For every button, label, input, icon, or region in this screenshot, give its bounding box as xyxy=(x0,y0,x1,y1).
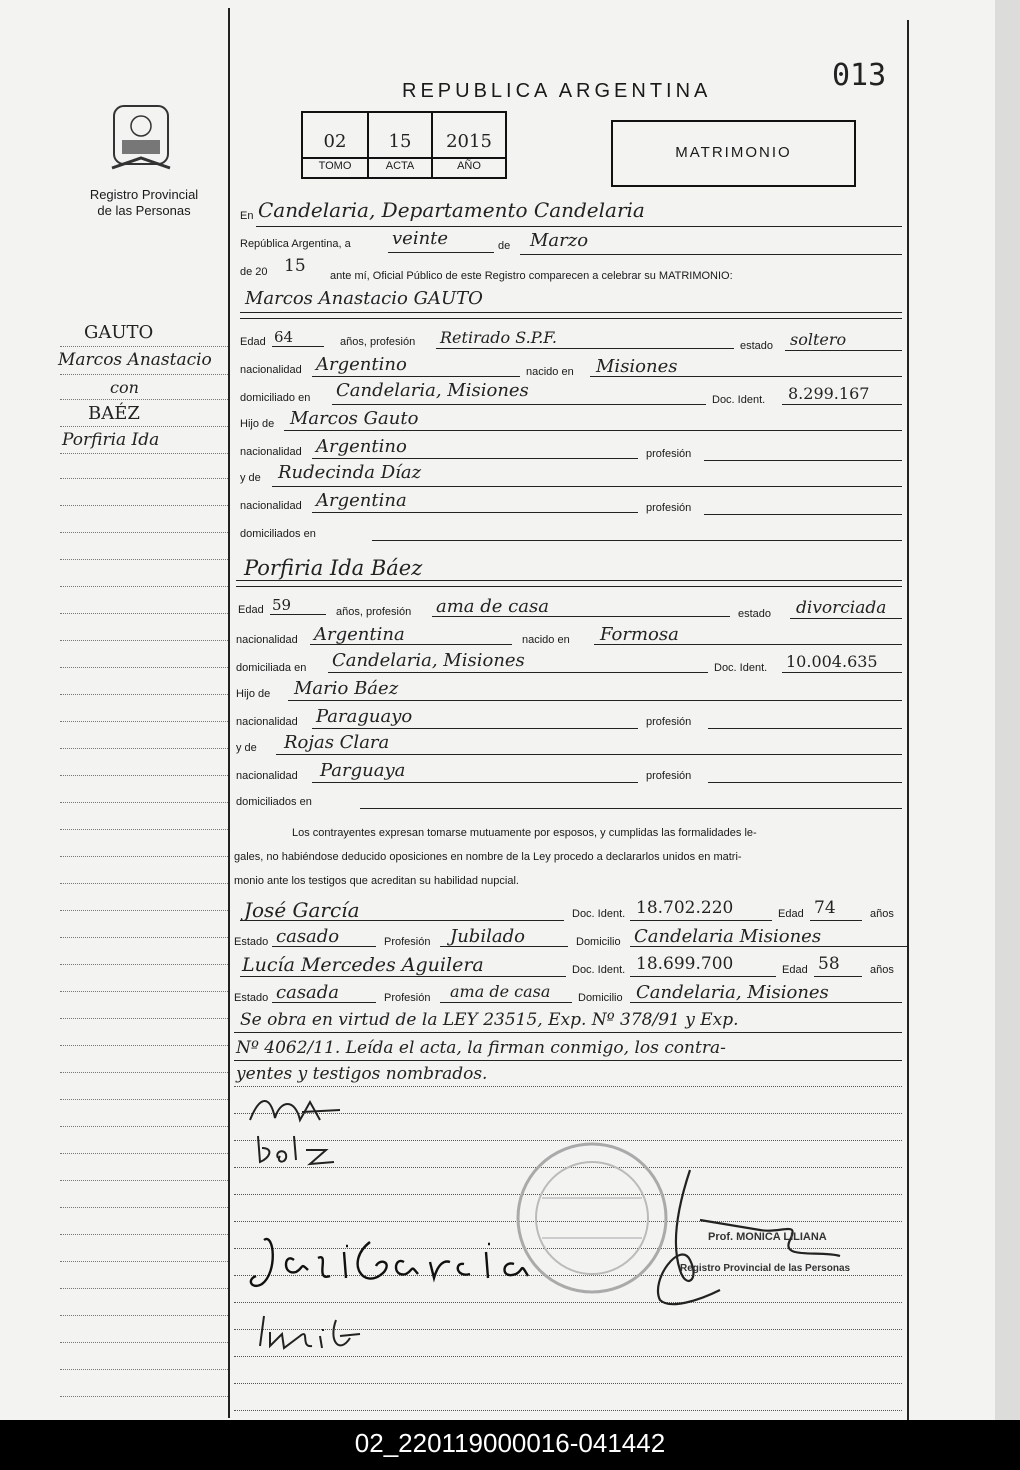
provincial-seal-icon xyxy=(108,102,174,176)
witness1-name: José García xyxy=(244,898,360,922)
bride-nationality: Argentina xyxy=(314,624,405,645)
acta-label: ACTA xyxy=(385,160,415,172)
witness1-address: Candelaria Misiones xyxy=(634,926,822,947)
republica-label: República Argentina, a xyxy=(240,238,351,250)
right-binding-line xyxy=(907,20,909,1420)
country-title: REPUBLICA ARGENTINA xyxy=(402,80,712,102)
footer-bar xyxy=(0,1420,1020,1470)
witness1-status: casado xyxy=(276,926,340,947)
bride-signature xyxy=(240,1128,350,1170)
witness2-name: Lucía Mercedes Aguilera xyxy=(242,954,484,976)
groom-name: Marcos Anastacio GAUTO xyxy=(245,288,483,309)
groom-father: Marcos Gauto xyxy=(290,408,419,429)
groom-nationality: Argentino xyxy=(316,354,407,375)
witness2-status: casada xyxy=(276,982,340,1003)
acta-value: 15 xyxy=(388,131,412,152)
footer-id: 02_220119000016-041442 xyxy=(354,1428,666,1458)
note-line-3: yentes y testigos nombrados. xyxy=(236,1064,488,1084)
bride-name: Porfiria Ida Báez xyxy=(244,556,423,580)
declaration-line-1: Los contrayentes expresan tomarse mutuamente por esposos, y cumplidas las formalidades le- xyxy=(292,827,757,839)
groom-age: 64 xyxy=(274,328,294,346)
margin-groom-surname: GAUTO xyxy=(84,322,154,343)
anio-label: AÑO xyxy=(457,160,481,172)
anio-value: 2015 xyxy=(446,131,492,152)
bride-born: Formosa xyxy=(600,624,679,645)
witness2-age: 58 xyxy=(818,954,840,974)
month-value: Marzo xyxy=(530,230,589,251)
tomo-value: 02 xyxy=(323,131,347,152)
groom-profession: Retirado S.P.F. xyxy=(440,328,557,347)
page-edge xyxy=(995,0,1020,1420)
act-type-box: MATRIMONIO xyxy=(611,120,856,187)
groom-father-nationality: Argentino xyxy=(316,436,407,457)
witness2-address: Candelaria, Misiones xyxy=(636,982,829,1003)
witness2-signature xyxy=(240,1306,370,1362)
statement-text: ante mí, Oficial Público de este Registro comparecen a celebrar su MATRIMONIO: xyxy=(330,270,733,282)
bride-father: Mario Báez xyxy=(294,678,399,699)
bride-doc: 10.004.635 xyxy=(786,652,878,671)
witness1-signature xyxy=(234,1222,554,1294)
margin-groom-names: Marcos Anastacio xyxy=(58,350,212,370)
bride-mother-nationality: Parguaya xyxy=(320,760,406,781)
bride-mother: Rojas Clara xyxy=(284,732,390,753)
tomo-label: TOMO xyxy=(318,160,352,172)
registry-name: Registro Provincial de las Personas xyxy=(89,187,199,218)
declaration-line-3: monio ante los testigos que acreditan su habilidad nupcial. xyxy=(234,875,519,887)
groom-born: Misiones xyxy=(596,356,678,377)
groom-address: Candelaria, Misiones xyxy=(336,380,529,401)
witness2-doc: 18.699.700 xyxy=(636,954,734,974)
de-label: de xyxy=(498,240,511,252)
bride-status: divorciada xyxy=(796,598,887,618)
witness1-doc: 18.702.220 xyxy=(636,898,734,918)
groom-signature xyxy=(240,1090,350,1130)
margin-con: con xyxy=(110,378,139,397)
act-id-box xyxy=(301,111,507,179)
groom-mother: Rudecinda Díaz xyxy=(278,462,422,483)
groom-mother-nationality: Argentina xyxy=(316,490,407,511)
bride-father-nationality: Paraguayo xyxy=(316,706,413,727)
bride-profession: ama de casa xyxy=(436,596,549,617)
groom-doc: 8.299.167 xyxy=(788,384,870,403)
margin-bride-names: Porfiria Ida xyxy=(62,430,160,450)
day-value: veinte xyxy=(392,228,449,249)
page-number: 013 xyxy=(832,58,887,93)
en-label: En xyxy=(240,210,254,222)
official-stamp-text: Prof. MONICA LILIANA Registro Provincial de las Personas xyxy=(680,1231,851,1274)
margin-bride-surname: BAÉZ xyxy=(88,403,140,424)
note-line-2: Nº 4062/11. Leída el acta, la firman conmigo, los contra- xyxy=(236,1038,726,1058)
left-binding-line xyxy=(228,8,230,1418)
place-value: Candelaria, Departamento Candelaria xyxy=(258,198,645,222)
witness1-age: 74 xyxy=(814,898,836,918)
year-label: de 20 xyxy=(240,266,268,278)
witness1-profession: Jubilado xyxy=(450,926,525,947)
bride-address: Candelaria, Misiones xyxy=(332,650,525,671)
bride-age: 59 xyxy=(272,596,292,614)
witness2-profession: ama de casa xyxy=(450,982,551,1001)
note-line-1: Se obra en virtud de la LEY 23515, Exp. Nº 378/91 y Exp. xyxy=(240,1010,739,1030)
year-suffix: 15 xyxy=(284,256,306,276)
declaration-line-2: gales, no habiéndose deducido oposiciones en nombre de la Ley procedo a declararlos unidos en matri- xyxy=(234,851,742,863)
groom-status: soltero xyxy=(790,330,847,349)
